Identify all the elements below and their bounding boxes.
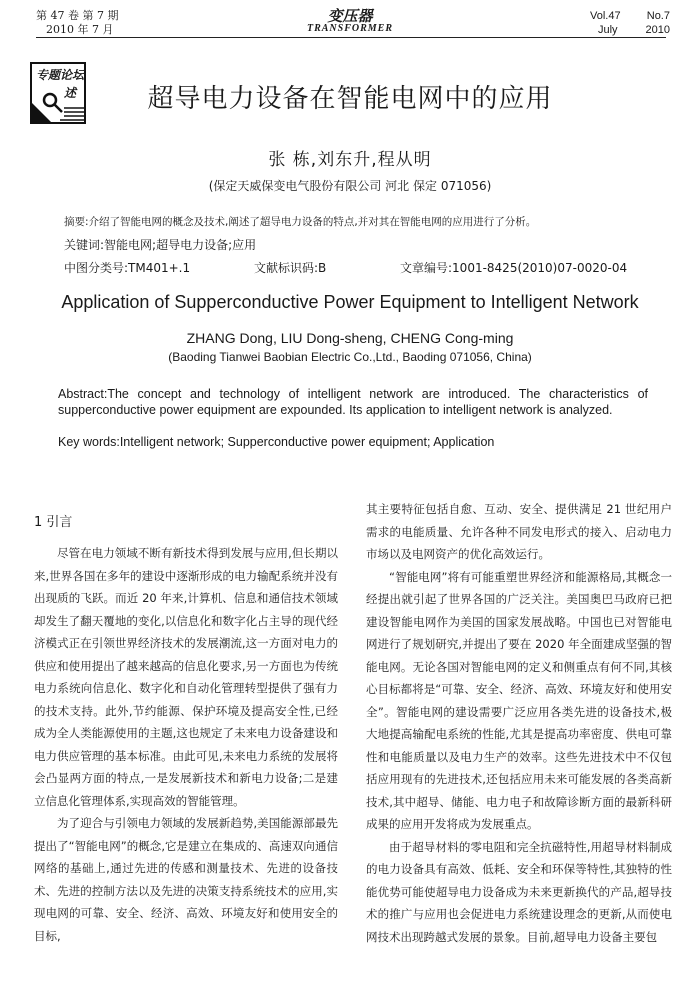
header-vol: Vol.47 xyxy=(590,10,621,22)
keywords-en: Key words:Intelligent network; Supperconductive power equipment; Application xyxy=(58,435,495,449)
badge-text-mid: 论坛 xyxy=(60,68,85,82)
header-issue xyxy=(36,9,118,37)
header-rule xyxy=(36,37,666,38)
paragraph: 为了迎合与引领电力领域的发展新趋势,美国能源部最先提出了“智能电网”的概念,它是建立在集成的、高速双向通信网络的基础上,通过先进的传感和测量技术、先进的设备技术、先进的控制方法以及先进的决策支持系统技术的应用,实现电网的可靠、安全、经济、高效、环境友好和使用安全的目标, xyxy=(34,816,338,943)
header-year: 2010 xyxy=(645,24,670,36)
document-code: 文献标识码:B xyxy=(254,261,327,275)
badge-text-top: 专题 xyxy=(36,68,61,82)
paragraph: 其主要特征包括自愈、互动、安全、提供满足 21 世纪用户需求的电能质量、允许各种不同发电形式的接入、启动电力市场以及电网资产的优化高效运行。 xyxy=(366,502,672,561)
title-en: Application of Supperconductive Power Equipment to Intelligent Network xyxy=(61,292,639,312)
header-month: July xyxy=(598,24,618,36)
keywords-cn: 关键词:智能电网;超导电力设备;应用 xyxy=(64,238,257,252)
abstract-en: Abstract:The concept and technology of intelligent network are introduced. The characteristics of supperconductive power equipment are expounded. Its application to intelligent network is analyzed. xyxy=(58,387,648,417)
paragraph: “智能电网”将有可能重塑世界经济和能源格局,其概念一经提出就引起了世界各国的广泛关注。美国奥巴马政府已把建设智能电网作为美国的国家发展战略。中国也已对智能电网进行了规划研究,并提出了要在 2020 年全面建成坚强的智能电网。无论各国对智能电网的定义和侧重点有何不同,其核心目标都将是“可靠、安全、经济、高效、环境友好和使用安全”。智能电网的建设需要广泛应用各类先进的设备技术,极大地提高输配电系统的性能,尤其是提高功率密度、供电可靠性和电能质量以及电力生产的效率。这些先进技术中不仅包括应用现有的先进技术,还包括应用未来可能发展的各类高新技术,其中超导、储能、电力电子和故障诊断方面的最新科研成果的应用开发将成为发展重点。 xyxy=(366,569,672,831)
journal-name-en: TRANSFORMER xyxy=(306,23,394,34)
header-date: 2010 年 7 月 xyxy=(46,23,114,36)
paragraph: 尽管在电力领域不断有新技术得到发展与应用,但长期以来,世界各国在多年的建设中逐渐形成的电力输配系统并没有出现质的飞跃。而近 20 年来,计算机、信息和通信技术领域却发生了翻天覆地的变化,以信息化和数字化占主导的现代经济模式正在引领世界经济技术的发展潮流,这一方面对电力的供应和使用提出了越来越高的信息化要求,另一方面也为传统电力系统向信息化、数字化和自动化管理转型提供了强有力的技术支持。此外,节约能源、保护环境及提高安全性,已经成为全人类能源使用的主题,这也规定了未来电力设备建设和电力供应管理的基本标准。由此可见,未来电力系统的发展将会凸显两方面的特点,一是发展新技术和新电力设备;二是建立信息化管理体系,实现高效的智能管理。 xyxy=(34,546,338,808)
body-column-right xyxy=(366,498,672,948)
topic-badge xyxy=(30,62,86,124)
article-number: 文章编号:1001-8425(2010)07-0020-04 xyxy=(400,261,628,275)
affiliation-en: (Baoding Tianwei Baobian Electric Co.,Ltd., Baoding 071056, China) xyxy=(168,350,532,364)
clc-number: 中图分类号:TM401+.1 xyxy=(64,261,191,275)
header-no: No.7 xyxy=(646,10,670,22)
header-volume-issue: 第 47 卷 第 7 期 xyxy=(36,9,119,22)
affiliation-cn: (保定天威保变电气股份有限公司 河北 保定 071056) xyxy=(208,179,492,193)
page-title: 超导电力设备在智能电网中的应用 xyxy=(147,84,553,114)
paragraph: 由于超导材料的零电阻和完全抗磁特性,用超导材料制成的电力设备具有高效、低耗、安全和环保等特性,其独特的性能优势可能使超导电力设备成为未来更新换代的产品,超导技术的推广与应用也会促进电力系统建设理念的更新,从而使电网技术出现跨越式发展的景象。目前,超导电力设备主要包 xyxy=(366,839,672,944)
section-heading: 1 引言 xyxy=(34,515,73,530)
badge-text-bottom: 述 xyxy=(64,86,77,100)
classification-line xyxy=(64,259,654,277)
authors-cn: 张 栋,刘东升,程从明 xyxy=(268,150,432,170)
header-vol-info xyxy=(590,9,670,37)
authors-en: ZHANG Dong, LIU Dong-sheng, CHENG Cong-ming xyxy=(186,330,514,346)
journal-name: 变压器 xyxy=(327,9,373,25)
body-column-left xyxy=(34,542,338,947)
abstract-cn: 摘要:介绍了智能电网的概念及技术,阐述了超导电力设备的特点,并对其在智能电网的应用进行了分析。 xyxy=(64,216,537,228)
